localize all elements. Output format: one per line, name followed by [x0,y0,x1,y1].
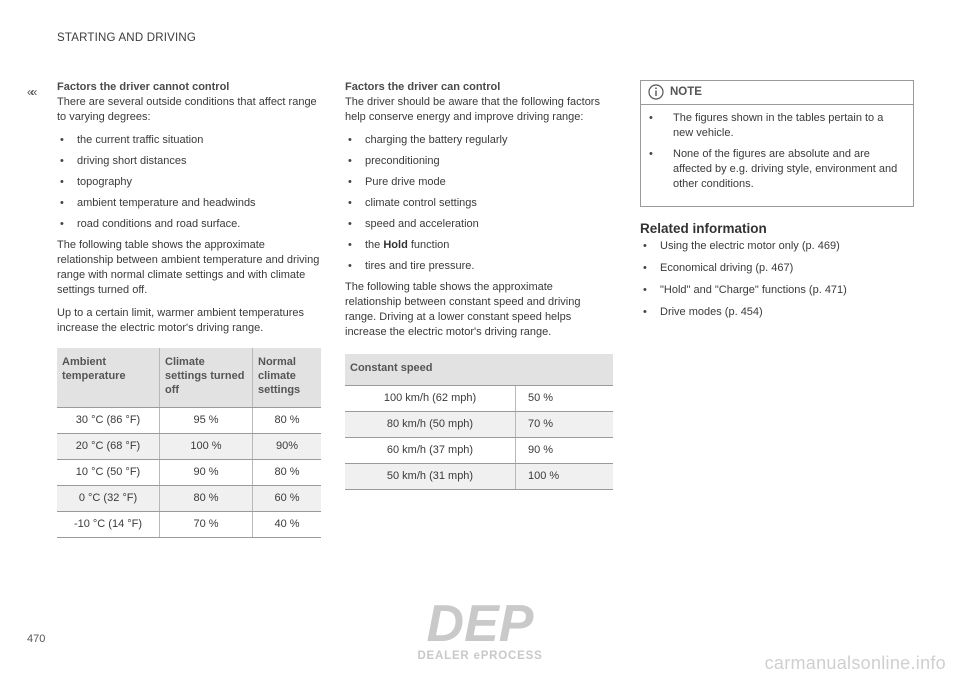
table-cell: 100 % [160,434,253,460]
table-cell: 60 km/h (37 mph) [345,438,516,464]
list-item: • topography [57,175,322,190]
column-header: Climate settings turned off [160,348,253,408]
list-item: • None of the figures are absolute and are affected by e.g. driving style, environment and other conditions. [641,147,905,192]
hold-function-text: the Hold function [365,239,450,251]
table-cell: 80 % [253,408,322,434]
speed-table-intro: The following table shows the approximate relationship between constant speed and driving range. Driving at a lower constant speed helps increase the electric motor's driving range. [345,281,581,338]
heading-cannot-control: Factors the driver cannot control [57,81,230,93]
continued-from-previous-icon: «« [27,85,35,99]
table-row [345,438,613,464]
temperature-note-text: Up to a certain limit, warmer ambient temperatures increase the electric motor's driving range. [57,307,304,334]
hold-keyword: Hold [383,239,408,251]
intro-text: There are several outside conditions that affect range to varying degrees: [57,96,317,123]
list-item: • speed and acceleration [345,217,610,232]
table-cell: 80 % [253,460,322,486]
logo-mark: DEP [426,595,534,653]
related-link[interactable]: • Using the electric motor only (p. 469) [640,239,905,254]
controllable-factors-list [345,133,610,274]
list-item: • preconditioning [345,154,610,169]
column-header: Constant speed [345,354,613,386]
heading-can-control: Factors the driver can control [345,81,501,93]
note-box [640,80,914,207]
table-cell: 40 % [253,512,322,538]
constant-speed-table [345,354,613,490]
list-item: • charging the battery regularly [345,133,610,148]
temperature-range-table [57,348,321,538]
table-cell: 100 km/h (62 mph) [345,386,516,412]
table-cell: 50 km/h (31 mph) [345,464,516,490]
table-row [345,464,613,490]
related-link[interactable]: • Drive modes (p. 454) [640,305,905,320]
table-cell: 60 % [253,486,322,512]
table-row [345,412,613,438]
list-item: • road conditions and road surface. [57,217,322,232]
note-header [641,80,913,105]
table-cell: 0 °C (32 °F) [57,486,160,512]
table-header-row [57,348,321,408]
table-cell: 90% [253,434,322,460]
table-cell: 95 % [160,408,253,434]
page-number: 470 [27,633,46,645]
info-icon [648,84,664,100]
table-row [57,460,321,486]
intro-text: The driver should be aware that the following factors help conserve energy and improve driving range: [345,96,600,123]
table-row [57,512,321,538]
list-item: • climate control settings [345,196,610,211]
table-cell: 80 km/h (50 mph) [345,412,516,438]
table-cell: 100 % [516,464,614,490]
note-title: NOTE [670,85,702,98]
column-note-and-related [640,80,905,327]
table-cell: 70 % [160,512,253,538]
column-driver-can-control [345,80,610,490]
related-link[interactable]: • Economical driving (p. 467) [640,261,905,276]
list-item: • the current traffic situation [57,133,322,148]
temperature-table-intro: The following table shows the approximate relationship between ambient temperature and driving range with normal climate settings and with climate settings turned off. [57,239,320,296]
table-row [345,386,613,412]
dealer-eprocess-logo [395,595,565,665]
table-row [57,486,321,512]
table-cell: -10 °C (14 °F) [57,512,160,538]
table-cell: 20 °C (68 °F) [57,434,160,460]
logo-tagline: DEALER ePROCESS [417,650,543,662]
list-item: • ambient temperature and headwinds [57,196,322,211]
table-cell: 90 % [516,438,614,464]
related-information-title: Related information [640,221,767,236]
table-cell: 30 °C (86 °F) [57,408,160,434]
list-item-hold [345,238,610,253]
uncontrollable-factors-list [57,133,322,232]
table-cell: 10 °C (50 °F) [57,460,160,486]
table-row [57,434,321,460]
section-title: STARTING AND DRIVING [57,32,197,44]
table-cell: 80 % [160,486,253,512]
note-list [641,111,905,192]
table-header-row [345,354,613,386]
column-driver-cannot-control [57,80,322,538]
list-item: • driving short distances [57,154,322,169]
column-header: Normal climate settings [253,348,322,408]
list-item: • Pure drive mode [345,175,610,190]
related-link[interactable]: • "Hold" and "Charge" functions (p. 471) [640,283,905,298]
related-links-list [640,239,905,320]
table-row [57,408,321,434]
column-header: Ambient temperature [57,348,160,408]
list-item: • tires and tire pressure. [345,259,610,274]
table-cell: 90 % [160,460,253,486]
table-cell: 70 % [516,412,614,438]
site-watermark: carmanualsonline.info [764,653,946,673]
list-item: • The figures shown in the tables pertain to a new vehicle. [641,111,905,141]
table-cell: 50 % [516,386,614,412]
